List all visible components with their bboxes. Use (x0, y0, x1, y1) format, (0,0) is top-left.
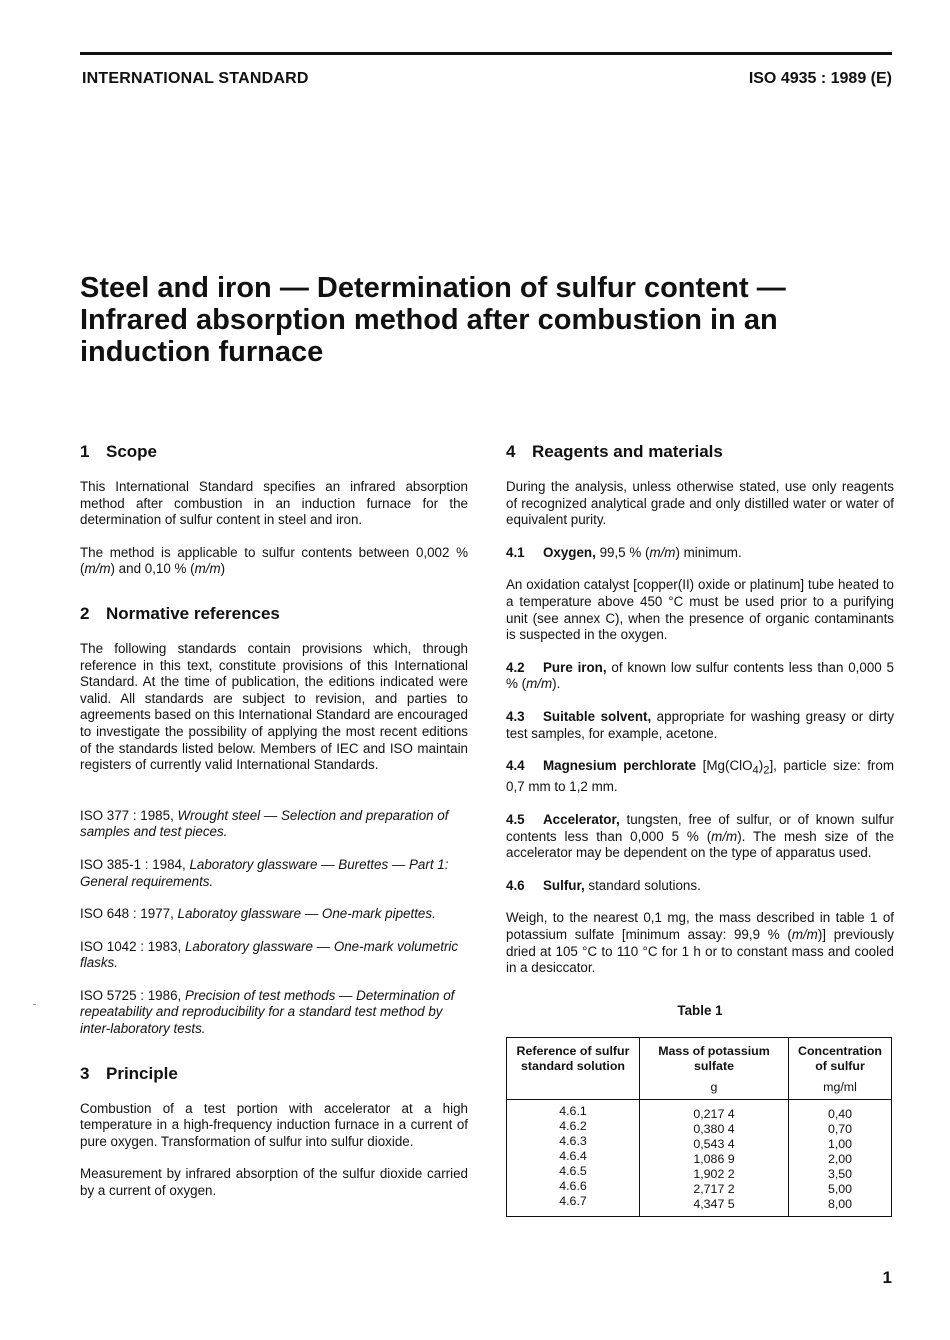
reference-item: ISO 648 : 1977, Laboratoy glassware — One-mark pipettes. (80, 906, 436, 922)
section-2-heading: 2 Normative references (80, 603, 280, 623)
scan-speck (33, 1004, 36, 1005)
title-line-1: Steel and iron — Determination of sulfur content — (80, 272, 786, 304)
clause-4-6: 4.6 Sulfur, standard solutions. (506, 877, 701, 893)
title-line-2: Infrared absorption method after combustion in an (80, 304, 778, 336)
section-4-heading: 4 Reagents and materials (506, 442, 723, 461)
cell-references: 4.6.1 4.6.2 4.6.3 4.6.4 4.6.5 4.6.6 4.6.7 (507, 1100, 640, 1217)
scope-paragraph-2: The method is applicable to sulfur contents between 0,002 % (m/m) and 0,10 % (m/m) (80, 544, 468, 577)
col-header-concentration: Concentration of sulfur mg/ml (789, 1038, 892, 1100)
reference-item: ISO 385-1 : 1984, Laboratory glassware — Burettes — Part 1: General requirements. (80, 856, 449, 889)
standard-number: ISO 4935 : 1989 (E) (748, 70, 892, 87)
table-row (507, 1100, 892, 1217)
scope-paragraph-1: This International Standard specifies an infrared absorption method after combustion in an induction furnace for the determination of sulfur content in steel and iron. (80, 479, 468, 528)
clause-4-1: 4.1 Oxygen, 99,5 % (m/m) minimum. (506, 544, 742, 560)
col-header-reference: Reference of sulfur standard solution (507, 1038, 640, 1100)
sulfur-standards-table (506, 1037, 892, 1217)
principle-paragraph-2: Measurement by infrared absorption of the sulfur dioxide carried by a current of oxygen. (80, 1166, 468, 1199)
title-line-3: induction furnace (80, 336, 324, 368)
reagents-intro: During the analysis, unless otherwise stated, use only reagents of recognized analytical grade and only distilled water or water of equivalent purity. (506, 479, 894, 528)
principle-paragraph-1: Combustion of a test portion with accelerator at a high temperature in a high-frequency induction furnace in a current of pure oxygen. Transformation of sulfur into sulfur dioxide. (80, 1100, 468, 1149)
col-header-mass: Mass of potassium sulfate g (640, 1038, 789, 1100)
header-rule (80, 52, 892, 55)
clause-4-4: 4.4 Magnesium perchlorate $[Mg(ClO_4)_2]$, particle size: from 0,7 mm to 1,2 mm. (506, 758, 894, 795)
right-column (506, 442, 894, 1217)
doc-type-label: INTERNATIONAL STANDARD (82, 70, 309, 87)
clause-4-5: 4.5 Accelerator, tungsten, free of sulfur, or of known sulfur contents less than 0,000 5 % (m/m). The mesh size of the accelerator may be dependent on the type of apparatus used. (506, 811, 895, 861)
clause-4-1-note: An oxidation catalyst [copper(II) oxide or platinum] tube heated to a temperature above 450 °C must be used prior to a purifying unit (see annex C), when the presence of organic contaminants is suspected in the oxygen. (506, 577, 894, 643)
table-header-row (507, 1038, 892, 1100)
clause-4-3: 4.3 Suitable solvent, appropriate for washing greasy or dirty test samples, for example, acetone. (506, 708, 895, 741)
reference-item: ISO 1042 : 1983, Laboratory glassware — One-mark volumetric flasks. (80, 938, 459, 971)
reference-item: ISO 5725 : 1986, Precision of test methods — Determination of repeatability and reproducibility for a standard test method by inter-laboratory tests. (80, 987, 455, 1037)
reference-item: ISO 377 : 1985, Wrought steel — Selection and preparation of samples and test pieces. (80, 807, 449, 840)
normative-references-paragraph: The following standards contain provisions which, through reference in this text, constitute provisions of this International Standard. At the time of publication, the editions indicated were valid. All standards are subject to revision, and parties to agreements based on this International Standard are encouraged to investigate the possibility of applying the most recent editions of the standards listed below. Members of IEC and ISO maintain registers of currently valid International Standards. (80, 640, 468, 773)
clause-4-6-text: Weigh, to the nearest 0,1 mg, the mass described in table 1 of potassium sulfate [minimum assay: 99,9 % (m/m)] previously dried at 105 °C to 110 °C for 1 h or to constant mass and cooled in a desiccator. (506, 910, 895, 976)
table-title: Table 1 (677, 1002, 723, 1018)
section-1-heading: 1 Scope (80, 442, 158, 461)
cell-masses: 0,217 4 0,380 4 0,543 4 1,086 9 1,902 2 2,717 2 4,347 5 (640, 1100, 789, 1217)
left-column (80, 442, 468, 1216)
page-number: 1 (882, 1268, 892, 1287)
document-title (80, 272, 880, 368)
section-3-heading: 3 Principle (80, 1063, 178, 1083)
clause-4-2: 4.2 Pure iron, of known low sulfur contents less than 0,000 5 % (m/m). (506, 659, 894, 692)
cell-concentrations: 0,40 0,70 1,00 2,00 3,50 5,00 8,00 (789, 1100, 892, 1217)
